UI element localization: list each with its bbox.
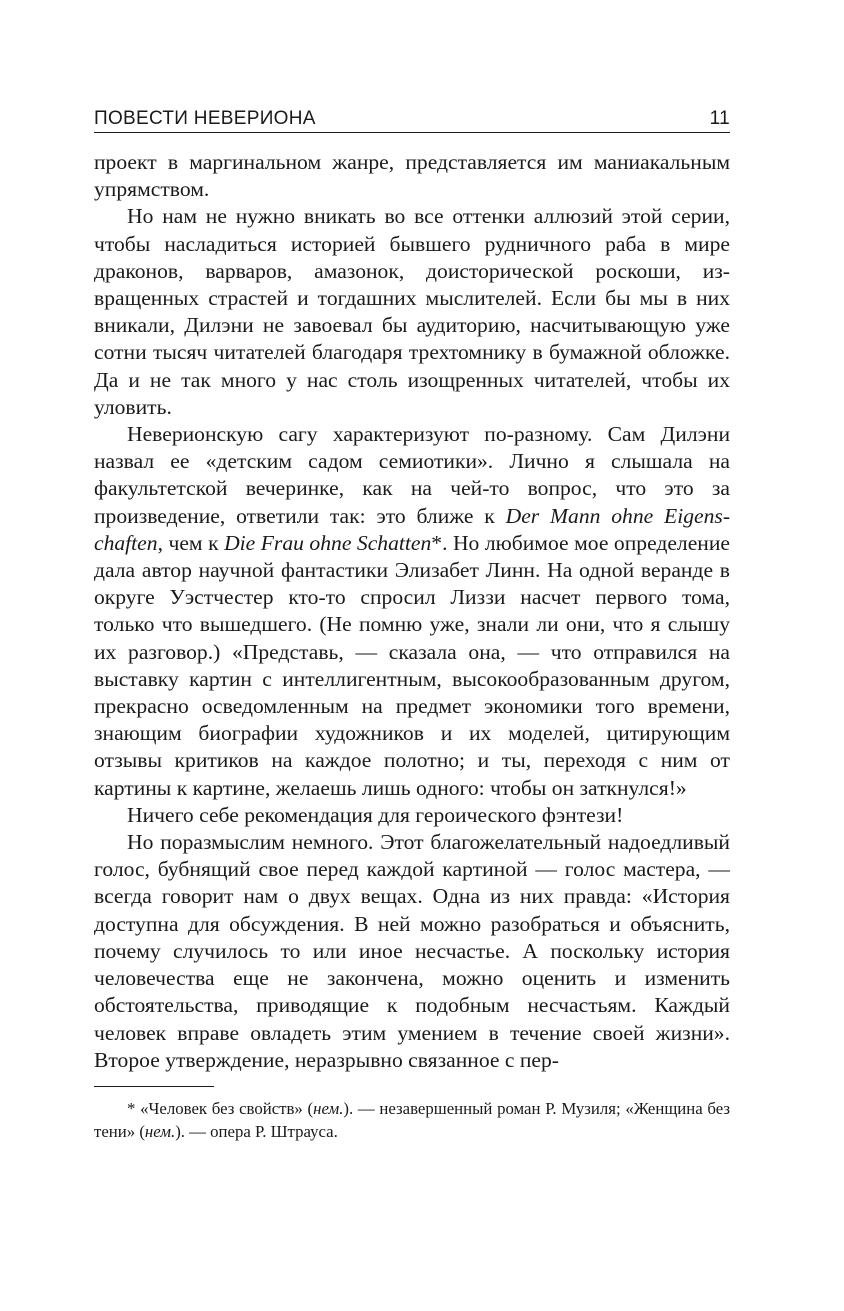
book-title: ПОВЕСТИ НЕВЕРИОНА bbox=[94, 108, 316, 129]
paragraph-5 bbox=[94, 829, 730, 1074]
text-run: проект в маргинальном жанре, представляется им маниакальным упрямством. bbox=[94, 150, 730, 202]
paragraph-4 bbox=[94, 802, 730, 829]
footnote-italic: нем. bbox=[313, 1098, 344, 1118]
footnote-text: * «Человек без свойств» ( bbox=[127, 1098, 314, 1118]
text-run: Неверионскую сагу характеризуют по-разному. Сам Дилэни назвал ее «детским садом семиотики». Лично я слышала на факультетской вечеринке, как на чей-то вопрос, что это за произведение, ответили так: это ближе к bbox=[94, 422, 730, 528]
footnote-text: ). — опера Р. Штрауса. bbox=[175, 1121, 338, 1141]
body-text bbox=[94, 149, 730, 1074]
text-run: Но нам не нужно вникать во все оттенки аллюзий этой серии, чтобы насладиться историей бывшего рудничного раба в мире драконов, варваров, амазонок, доисторической роскоши, извращенных страстей и тогдашних мыслителей. Если бы мы в них вникали, Дилэни не завоевал бы аудиторию, насчитывающую уже сотни тысяч читателей благодаря трехтомнику в бумажной обложке. Да и не так много у нас столь изощренных читателей, чтобы их уловить. bbox=[94, 204, 730, 419]
text-run: , чем к bbox=[157, 530, 225, 555]
page-number: 11 bbox=[709, 108, 730, 129]
text-run: Но поразмыслим немного. Этот благожелательный надоедливый голос, бубнящий свое перед каждой картиной — голос мастера, — всегда говорит нам о двух вещах. Одна из них правда: «История доступна для обсуждения. В ней можно разобраться и объяснить, почему случилось то или иное несчастье. А поскольку история человечества еще не закончена, можно оценить и изменить обстоятельства, приводящие к подобным несчастьям. Каждый человек вправе овладеть этим умением в течение своей жизни». Второе утверждение, неразрывно связанное с пер- bbox=[94, 830, 730, 1072]
italic-title-der-mann: Der Mann ohne Eigenschaften bbox=[94, 503, 731, 555]
text-run: Ничего себе рекомендация для героического фэнтези! bbox=[127, 802, 624, 827]
paragraph-3 bbox=[94, 421, 730, 802]
footnote-italic: нем. bbox=[144, 1121, 176, 1141]
italic-title-die-frau: Die Frau ohne Schatten bbox=[224, 530, 432, 555]
book-page bbox=[94, 100, 730, 1143]
paragraph-1 bbox=[94, 149, 730, 203]
running-header bbox=[94, 100, 730, 133]
footnote-divider bbox=[94, 1086, 214, 1087]
footnote-text: ). — незавершенный роман Р. Музиля; «Женщина без тени» ( bbox=[94, 1098, 730, 1141]
text-run: *. Но любимое мое определение дала автор научной фантастики Элизабет Линн. На одной веранде в округе Уэстчестер кто-то спросил Лиззи насчет первого тома, только что вышедшего. (Не помню уже, знали ли они, что я слышу их разговор.) «Представь, — сказала она, — что отправился на выставку картин с интеллигентным, высокообразованным другом, прекрасно осведомленным на предмет экономики того времени, знающим биографии художников и их моделей, цитирующим отзывы критиков на каждое полотно; и ты, переходя с ним от картины к картине, желаешь лишь одного: чтобы он заткнулся!» bbox=[94, 530, 730, 800]
footnote bbox=[94, 1097, 730, 1143]
paragraph-2 bbox=[94, 203, 730, 421]
